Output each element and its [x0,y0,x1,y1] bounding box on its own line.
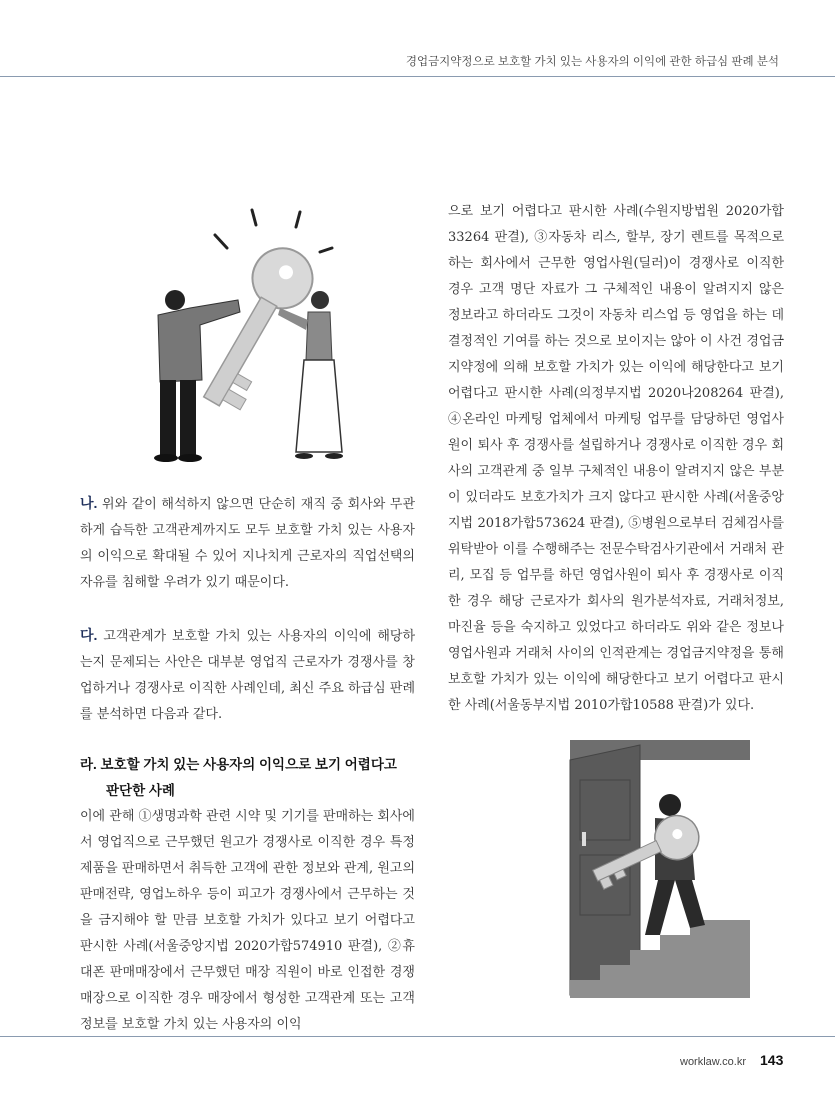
heading-line-2: 판단한 사례 [106,783,175,798]
paragraph-na [80,490,415,596]
page-number: 143 [760,1052,784,1068]
paragraph-text: 고객관계가 보호할 가치 있는 사용자의 이익에 해당하는지 문제되는 사안은 대부분 영업직 근로자가 경쟁사를 창업하거나 경쟁사로 이직한 사례인데, 최신 주요 하급심 판례를 분석하면 다음과 같다. [80,629,415,722]
footer-rule [0,1036,835,1037]
two-people-holding-key-illustration [120,190,400,465]
right-column [448,199,784,719]
section-heading-ra [80,752,415,804]
paragraph-marker: 다. [80,627,98,643]
paragraph-text: 위와 같이 해석하지 않으면 단순히 재직 중 회사와 무관하게 습득한 고객관계까지도 모두 보호할 가치 있는 사용자의 이익으로 확대될 수 있어 지나치게 근로자의 직업선택의 자유를 침해할 우려가 있기 때문이다. [80,497,415,590]
heading-line-1: 라. 보호할 가치 있는 사용자의 이익으로 보기 어렵다고 [80,757,397,772]
header-rule [0,76,835,77]
paragraph-ra [80,804,415,1038]
footer-website: worklaw.co.kr [680,1056,747,1068]
man-carrying-key-through-door-illustration [530,740,780,998]
paragraph-text: 이에 관해 ①생명과학 관련 시약 및 기기를 판매하는 회사에서 영업직으로 근무했던 원고가 경쟁사로 이직한 경우 특정 제품을 판매하면서 취득한 고객에 관한 정보와 관계, 원고의 판매전략, 영업노하우 등이 피고가 경쟁사에서 근무하는 것을 금지해야 할 만큼 보호할 가치가 있다고 보기 어렵다고 판시한 사례(서울중앙지법 2020가합574910 판결), ②휴대폰 판매매장에서 근무했던 매장 직원이 바로 인접한 경쟁 매장으로 이직한 경우 매장에서 형성한 고객관계 또는 고객정보를 보호할 가치 있는 사용자의 이익 [80,809,415,1032]
paragraph-marker: 나. [80,495,98,511]
running-header: 경업금지약정으로 보호할 가치 있는 사용자의 이익에 관한 하급심 판례 분석 [405,56,779,68]
left-column [80,490,415,1038]
paragraph-continuation [448,199,784,719]
paragraph-text: 으로 보기 어렵다고 판시한 사례(수원지방법원 2020가합33264 판결), ③자동차 리스, 할부, 장기 렌트를 목적으로 하는 회사에서 근무한 영업사원(딜러)이 경쟁사로 이직한 경우 고객 명단 자료가 그 구체적인 내용이 알려지지 않은 정보라고 하더라도 그것이 자동차 리스업 등 영업을 하는 데 결정적인 기여를 하는 것으로 보이지는 않아 이 사건 경업금지약정에 의해 보호할 가치가 있는 이익에 해당한다고 보기 어렵다고 판시한 사례(의정부지법 2020나208264 판결), ④온라인 마케팅 업체에서 마케팅 업무를 담당하던 영업사원이 퇴사 후 경쟁사를 설립하거나 경쟁사로 이직한 경우 회사의 고객관계 중 일부 구체적인 내용이 알려지지 않은 부분이 있더라도 보호가치가 크지 않다고 판시한 사례(서울중앙지법 2018가합573624 판결), ⑤병원으로부터 검체검사를 위탁받아 이를 수행해주는 전문수탁검사기관에서 거래처 관리, 모집 등 업무를 하던 영업사원이 퇴사 후 경쟁사로 이직한 경우 해당 근로자가 회사의 원가분석자료, 거래처정보, 마진율 등을 숙지하고 있었다고 하더라도 위와 같은 정보나 영업사원과 거래처 사이의 인적관계는 경업금지약정을 통해 보호할 가치가 있는 이익에 해당한다고 보기 어렵다고 판시한 사례(서울동부지법 2010가합10588 판결)가 있다. [448,204,784,713]
paragraph-da [80,622,415,728]
